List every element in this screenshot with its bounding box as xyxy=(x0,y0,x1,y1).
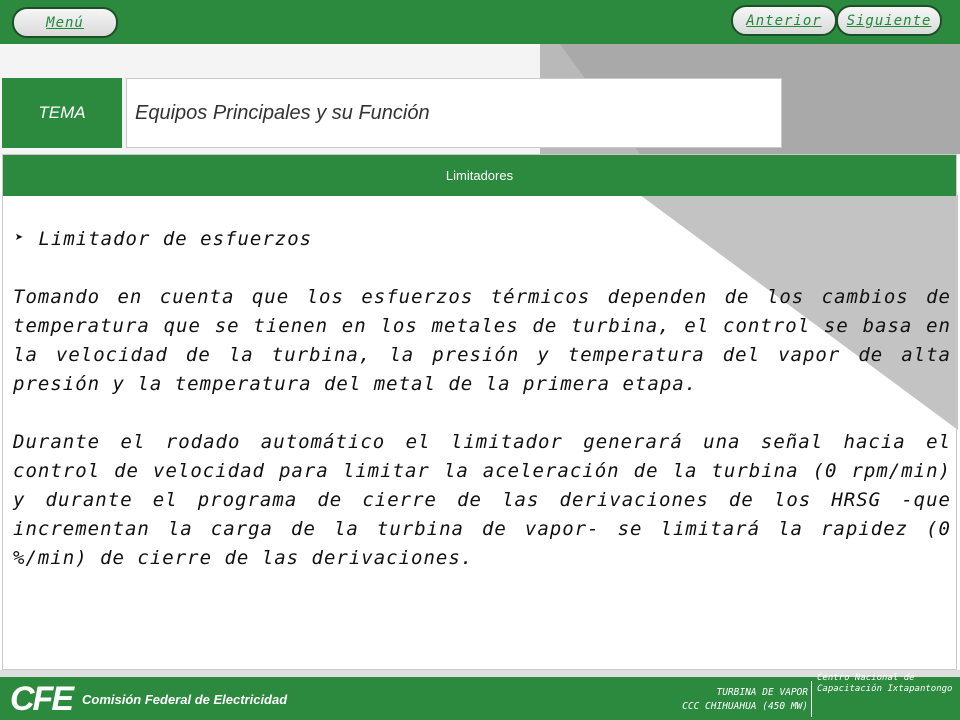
section-header: Limitadores xyxy=(3,155,956,196)
content-panel xyxy=(2,154,957,670)
next-button[interactable]: Siguiente xyxy=(836,5,942,36)
footer-divider xyxy=(811,681,812,717)
tema-label: TEMA xyxy=(2,78,122,148)
course-line-2: CCC CHIHUAHUA (450 MW) xyxy=(682,701,808,712)
footer-bar xyxy=(0,673,960,720)
course-line-1: TURBINA DE VAPOR xyxy=(716,687,808,698)
bullet-item xyxy=(13,225,951,254)
previous-button[interactable]: Anterior xyxy=(731,5,837,36)
page-title: Equipos Principales y su Función xyxy=(126,78,782,148)
course-info xyxy=(682,686,808,714)
cfe-logo: CFE xyxy=(10,680,72,718)
training-center: Centro Nacional de Capacitación Ixtapantongo xyxy=(817,673,953,694)
paragraph: Tomando en cuenta que los esfuerzos térmicos dependen de los cambios de temperatura que se tienen en los metales de turbina, el control se basa en la velocidad de la turbina, la presión y temperatura del vapor de alta presión y la temperatura del metal de la primera etapa. xyxy=(13,286,951,395)
menu-button[interactable]: Menú xyxy=(12,7,118,38)
arrow-right-icon: ➤ xyxy=(15,230,25,246)
bullet-text: Limitador de esfuerzos xyxy=(38,228,313,250)
content-body xyxy=(13,221,951,573)
company-name: Comisión Federal de Electricidad xyxy=(82,692,288,707)
paragraph: Durante el rodado automático el limitador generará una señal hacia el control de velocidad para limitar la aceleración de la turbina (0 rpm/min) y durante el programa de cierre de las derivaciones de los HRSG -que incrementan la carga de la turbina de vapor- se limitará la rapidez (0 %/min) de cierre de las derivaciones. xyxy=(13,431,951,569)
